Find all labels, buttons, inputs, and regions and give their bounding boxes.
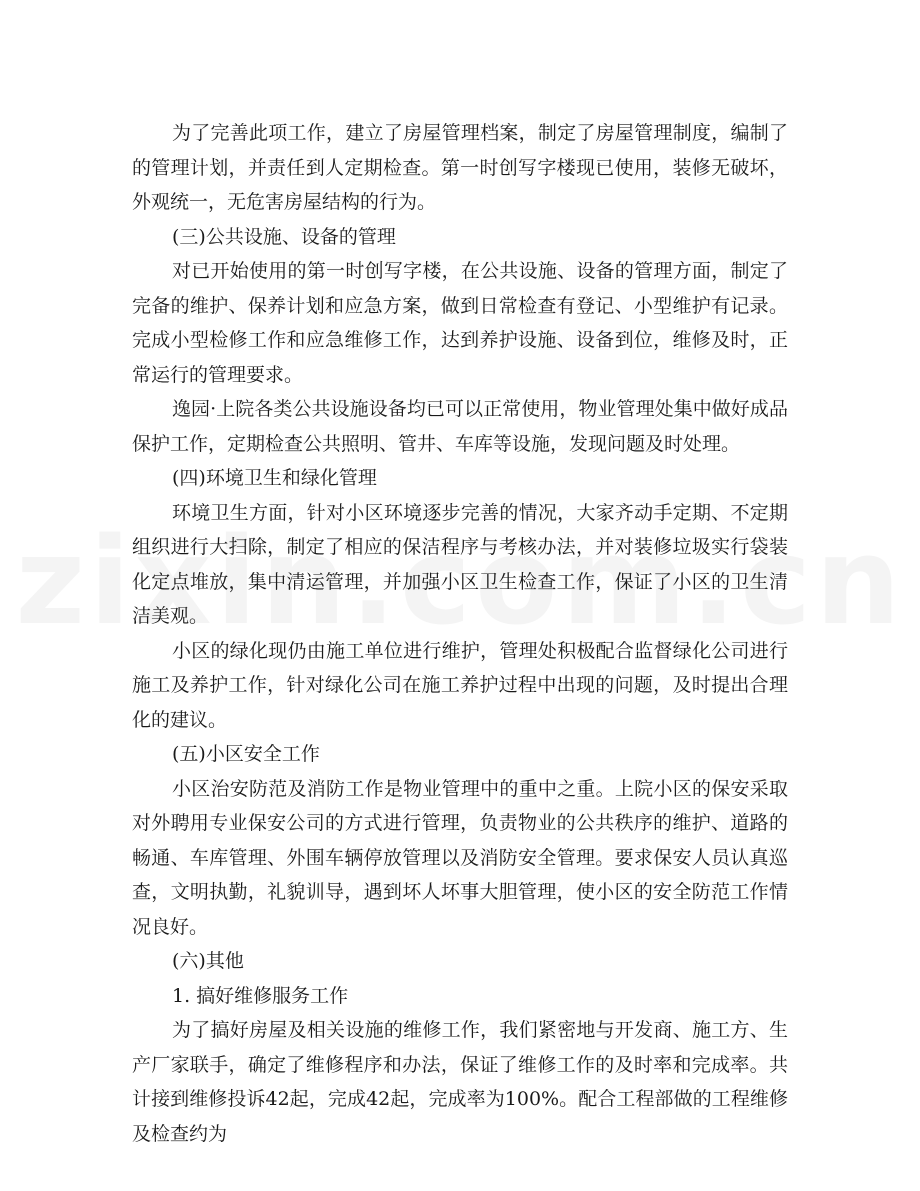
section-heading-environment: (四)环境卫生和绿化管理 (172, 467, 377, 489)
paragraph-house-management: 为了完善此项工作，建立了房屋管理档案，制定了房屋管理制度，编制了的管理计划，并责任到人定期检查。第一时创写字楼现已使用，装修无破坏，外观统一，无危害房屋结构的行为。 (132, 122, 788, 213)
paragraph-yiyuan-facilities: 逸园·上院各类公共设施设备均已可以正常使用，物业管理处集中做好成品保护工作，定期检查公共照明、管井、车库等设施，发现问题及时处理。 (132, 398, 788, 455)
section-heading-other: (六)其他 (172, 950, 244, 972)
section-heading-safety: (五)小区安全工作 (172, 743, 320, 765)
paragraph-greening: 小区的绿化现仍由施工单位进行维护，管理处积极配合监督绿化公司进行施工及养护工作，针对绿化公司在施工养护过程中出现的问题，及时提出合理化的建议。 (132, 639, 788, 731)
paragraph-public-facilities: 对已开始使用的第一时创写字楼，在公共设施、设备的管理方面，制定了完备的维护、保养计划和应急方案，做到日常检查有登记、小型维护有记录。完成小型检修工作和应急维修工作，达到养护设施、设备到位，维修及时，正常运行的管理要求。 (132, 260, 788, 386)
paragraph-maintenance: 为了搞好房屋及相关设施的维修工作，我们紧密地与开发商、施工方、生产厂家联手，确定了维修程序和办法，保证了维修工作的及时率和完成率。共计接到维修投诉42起，完成42起，完成率为100%。配合工程部做的工程维修及检查约为 (132, 1019, 788, 1145)
paragraph-security: 小区治安防范及消防工作是物业管理中的重中之重。上院小区的保安采取对外聘用专业保安公司的方式进行管理，负责物业的公共秩序的维护、道路的畅通、车库管理、外围车辆停放管理以及消防安全管理。要求保安人员认真巡查，文明执勤，礼貌训导，遇到坏人坏事大胆管理，使小区的安全防范工作情况良好。 (132, 777, 788, 938)
document-body (132, 116, 788, 1151)
paragraph-sanitation: 环境卫生方面，针对小区环境逐步完善的情况，大家齐动手定期、不定期组织进行大扫除，制定了相应的保洁程序与考核办法，并对装修垃圾实行袋装化定点堆放，集中清运管理，并加强小区卫生检查工作，保证了小区的卫生清洁美观。 (132, 501, 788, 627)
section-heading-public-facilities: (三)公共设施、设备的管理 (172, 225, 396, 248)
subheading-maintenance-service: 1. 搞好维修服务工作 (172, 984, 349, 1007)
